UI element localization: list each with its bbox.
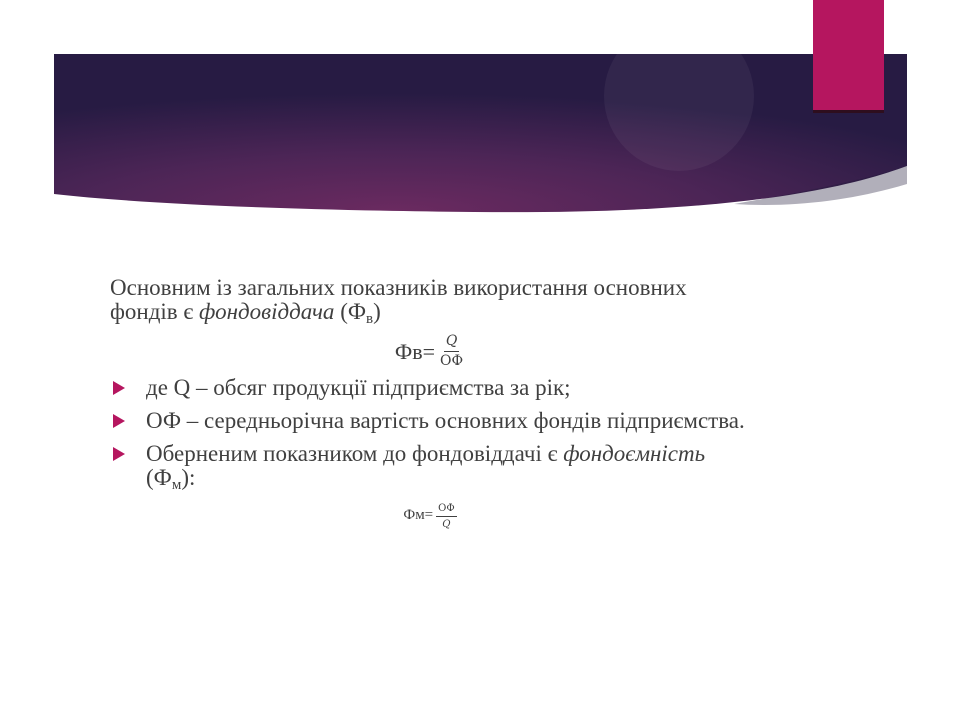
intro-symbol: (Ф: [334, 299, 367, 325]
bullet-item: [110, 376, 750, 400]
title-banner: [54, 54, 907, 232]
formula-capital-intensity: [110, 503, 750, 530]
banner-shape: [54, 54, 907, 212]
triangle-right-icon: [113, 447, 125, 461]
triangle-right-icon: [113, 414, 125, 428]
formula-2-denominator: Q: [442, 518, 451, 530]
intro-paragraph: [110, 276, 750, 328]
accent-tab: [813, 0, 884, 113]
bullet-text-before: Оберненим показником до фондовіддачі є: [146, 440, 564, 466]
intro-symbol-close: ): [373, 299, 381, 325]
formula-1-denominator: ОФ: [440, 353, 464, 370]
slide-content: [110, 276, 750, 530]
intro-term: фондовіддача: [199, 299, 335, 325]
formula-2-fraction: [436, 503, 457, 530]
triangle-right-icon: [113, 381, 125, 395]
formula-asset-return: [110, 334, 750, 370]
formula-1-numerator: Q: [444, 334, 459, 352]
formula-1-fraction: [438, 334, 465, 370]
bullet-symbol: (Ф: [146, 465, 172, 491]
bullet-text: ОФ – середньорічна вартість основних фондів підприємства.: [146, 407, 745, 433]
bullet-symbol-subscript: м: [171, 477, 182, 494]
intro-text: Основним із загальних показників використання основних фондів є: [110, 275, 687, 325]
intro-symbol-subscript: в: [366, 311, 374, 328]
formula-2-lhs: Фм=: [403, 507, 434, 524]
formula-1-lhs: Фв=: [394, 339, 436, 365]
banner-graphic: [54, 54, 907, 232]
bullet-text: [146, 440, 706, 494]
bullet-text: де Q – обсяг продукції підприємства за рік;: [146, 374, 571, 400]
bullet-list: [110, 376, 750, 494]
bullet-item: [110, 409, 750, 433]
bullet-symbol-close: ):: [181, 465, 196, 491]
formula-2-numerator: ОФ: [436, 503, 457, 517]
bullet-item: [110, 442, 750, 494]
bullet-term: фондоємність: [563, 440, 706, 466]
